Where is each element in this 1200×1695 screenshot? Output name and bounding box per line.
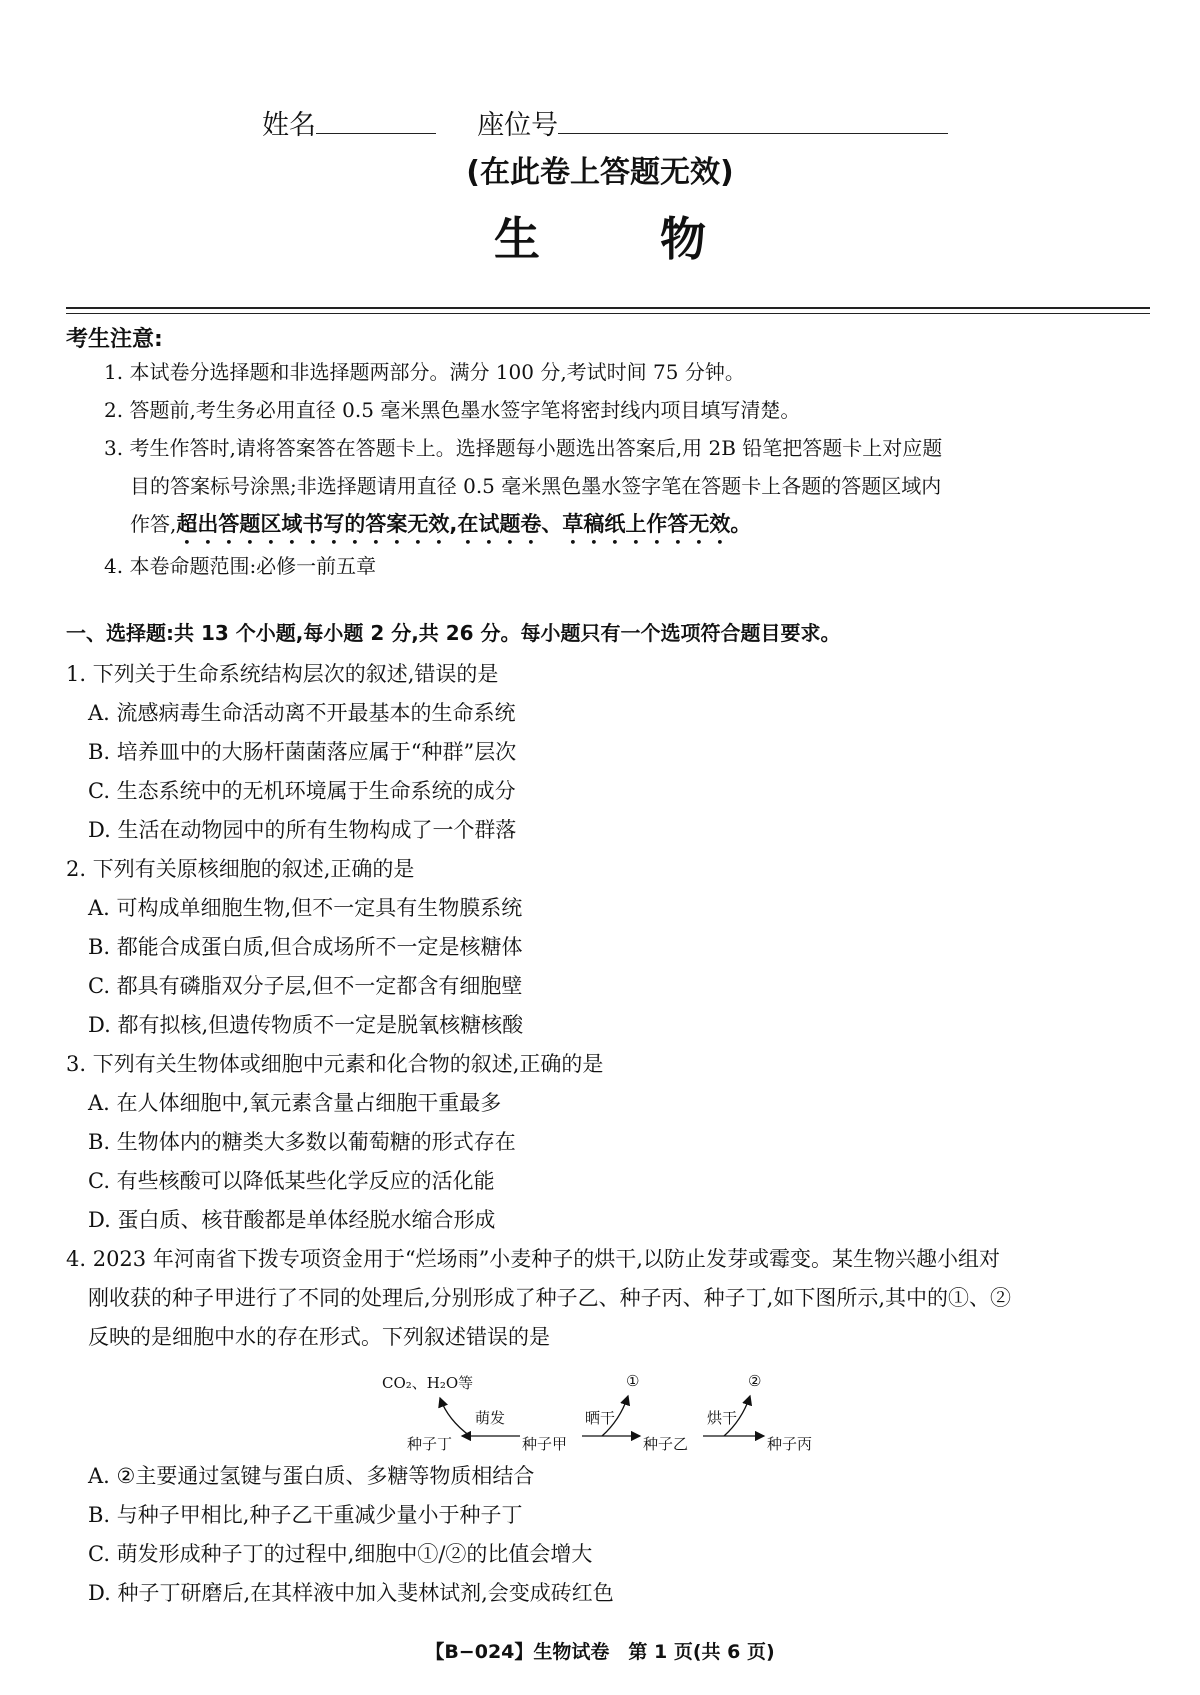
question-stem-line: 刚收获的种子甲进行了不同的处理后,分别形成了种子乙、种子丙、种子丁,如下图所示,其中的①、②: [88, 1286, 1012, 1310]
option-d: D. 生活在动物园中的所有生物构成了一个群落: [88, 818, 517, 842]
seed-ding-label: 种子丁: [407, 1435, 453, 1453]
notice-item: 3. 考生作答时,请将答案答在答题卡上。选择题每小题选出答案后,用 2B 铅笔把答题卡上对应题: [104, 436, 943, 460]
seat-label: 座位号: [477, 110, 559, 141]
option-b: B. 与种子甲相比,种子乙干重减少量小于种子丁: [88, 1503, 523, 1527]
option-a: A. 流感病毒生命活动离不开最基本的生命系统: [88, 701, 516, 725]
name-label: 姓名: [262, 110, 316, 141]
question-stem-line: 反映的是细胞中水的存在形式。下列叙述错误的是: [88, 1325, 550, 1349]
option-d: D. 蛋白质、核苷酸都是单体经脱水缩合形成: [88, 1208, 496, 1232]
header-rule: [66, 307, 1150, 309]
question-stem: 4. 2023 年河南省下拨专项资金用于“烂场雨”小麦种子的烘干,以防止发芽或霉变。某生物兴趣小组对: [66, 1247, 1000, 1271]
notice-item-with-emphasis: [130, 505, 751, 549]
header-rule-thin: [66, 313, 1150, 314]
option-c: C. 都具有磷脂双分子层,但不一定都含有细胞壁: [88, 974, 523, 998]
seed-jia-label: 种子甲: [522, 1435, 568, 1453]
option-b: B. 生物体内的糖类大多数以葡萄糖的形式存在: [88, 1130, 516, 1154]
section-heading: 一、选择题:共 13 个小题,每小题 2 分,共 26 分。每小题只有一个选项符合题目要求。: [66, 621, 841, 645]
name-blank: [316, 111, 436, 134]
water-form-2: ②: [748, 1372, 762, 1390]
name-seat-row: [262, 103, 948, 142]
invalid-note: (在此卷上答题无效): [466, 155, 734, 190]
products-label: CO₂、H₂O等: [382, 1374, 474, 1392]
option-c: C. 生态系统中的无机环境属于生命系统的成分: [88, 779, 516, 803]
seed-bing-label: 种子丙: [767, 1435, 813, 1453]
notice-title: 考生注意:: [66, 327, 163, 352]
question-stem: 3. 下列有关生物体或细胞中元素和化合物的叙述,正确的是: [66, 1052, 604, 1076]
water-form-1: ①: [626, 1372, 640, 1390]
notice-item: 4. 本卷命题范围:必修一前五章: [104, 554, 377, 578]
notice-item: 作答,: [130, 512, 177, 536]
option-b: B. 培养皿中的大肠杆菌菌落应属于“种群”层次: [88, 740, 517, 764]
sun-dry-label: 晒干: [585, 1409, 616, 1427]
option-c: C. 萌发形成种子丁的过程中,细胞中①/②的比值会增大: [88, 1542, 593, 1566]
notice-item: 1. 本试卷分选择题和非选择题两部分。满分 100 分,考试时间 75 分钟。: [104, 360, 745, 384]
sprout-label: 萌发: [475, 1409, 506, 1427]
option-b: B. 都能合成蛋白质,但合成场所不一定是核糖体: [88, 935, 523, 959]
oven-dry-label: 烘干: [707, 1409, 738, 1427]
option-a: A. 在人体细胞中,氧元素含量占细胞干重最多: [88, 1091, 502, 1115]
option-a: A. ②主要通过氢键与蛋白质、多糖等物质相结合: [88, 1464, 535, 1488]
arrow-products: [440, 1398, 470, 1436]
page-footer: 【B−024】生物试卷 第 1 页(共 6 页): [425, 1641, 775, 1663]
seat-blank: [558, 111, 948, 134]
seed-process-diagram: [370, 1368, 840, 1458]
notice-item: 2. 答题前,考生务必用直径 0.5 毫米黑色墨水签字笔将密封线内项目填写清楚。: [104, 398, 801, 422]
option-d: D. 种子丁研磨后,在其样液中加入斐林试剂,会变成砖红色: [88, 1581, 614, 1605]
notice-emphasis: 超出答题区域书写的答案无效,在试题卷、草稿纸上作答无效。: [176, 512, 752, 536]
subject-title: 生物: [494, 212, 826, 266]
seed-yi-label: 种子乙: [643, 1435, 689, 1453]
question-stem: 2. 下列有关原核细胞的叙述,正确的是: [66, 857, 415, 881]
option-c: C. 有些核酸可以降低某些化学反应的活化能: [88, 1169, 495, 1193]
notice-item: 目的答案标号涂黑;非选择题请用直径 0.5 毫米黑色墨水签字笔在答题卡上各题的答题区域内: [130, 474, 942, 498]
question-stem: 1. 下列关于生命系统结构层次的叙述,错误的是: [66, 662, 499, 686]
option-a: A. 可构成单细胞生物,但不一定具有生物膜系统: [88, 896, 523, 920]
option-d: D. 都有拟核,但遗传物质不一定是脱氧核糖核酸: [88, 1013, 524, 1037]
